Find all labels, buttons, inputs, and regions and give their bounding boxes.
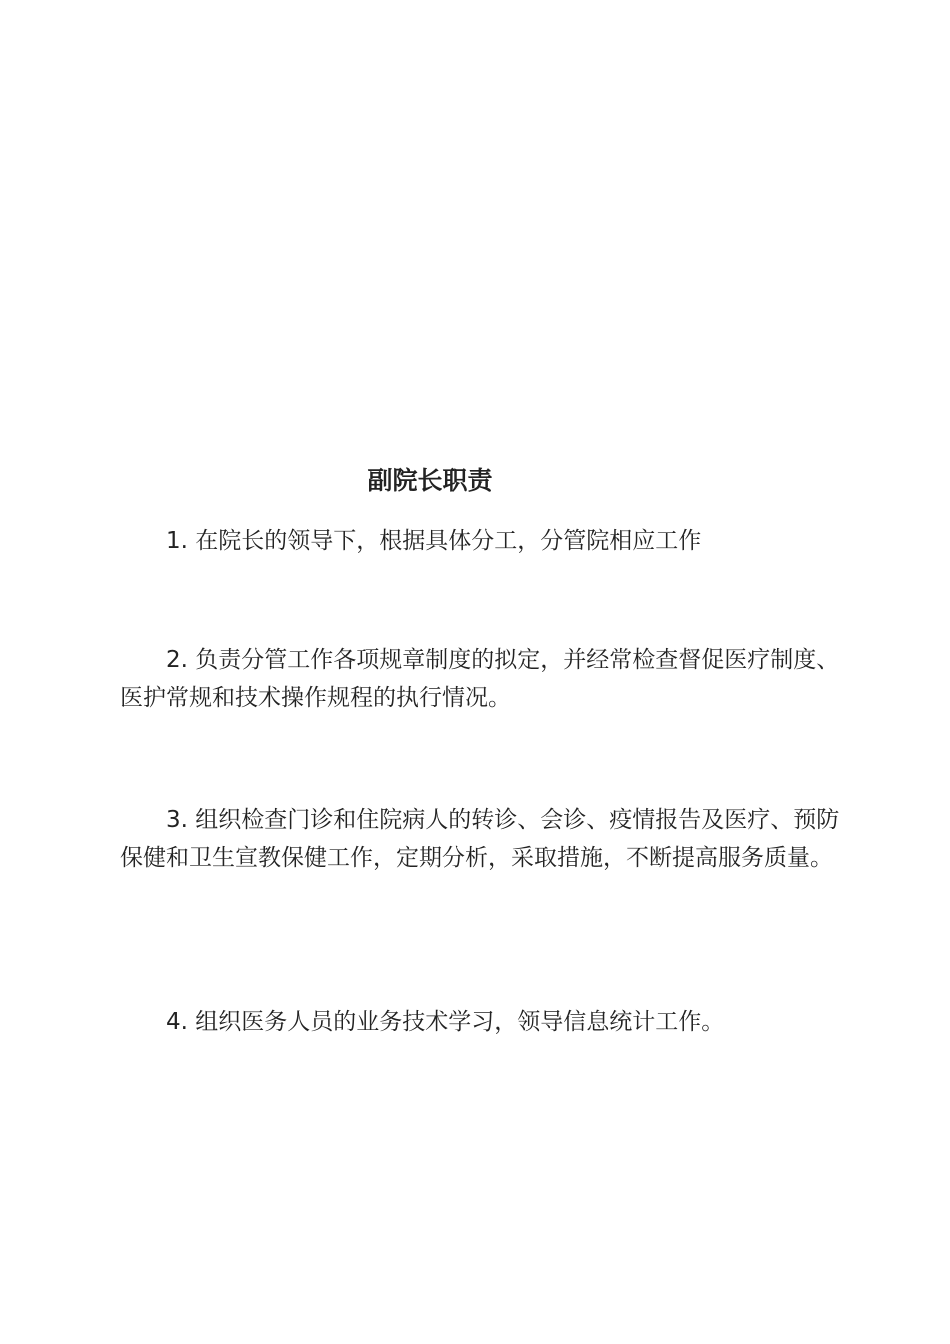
duty-item-1: 1. 在院长的领导下，根据具体分工，分管院相应工作	[166, 528, 702, 554]
duty-item-4: 4. 组织医务人员的业务技术学习，领导信息统计工作。	[166, 1009, 725, 1035]
document-title: 副院长职责	[367, 466, 493, 495]
duty-item-3: 3. 组织检查门诊和住院病人的转诊、会诊、疫情报告及医疗、预防保健和卫生宣教保健工作，定期分析，采取措施，不断提高服务质量。	[120, 807, 840, 871]
duty-item-2: 2. 负责分管工作各项规章制度的拟定，并经常检查督促医疗制度、医护常规和技术操作规程的执行情况。	[120, 647, 840, 711]
